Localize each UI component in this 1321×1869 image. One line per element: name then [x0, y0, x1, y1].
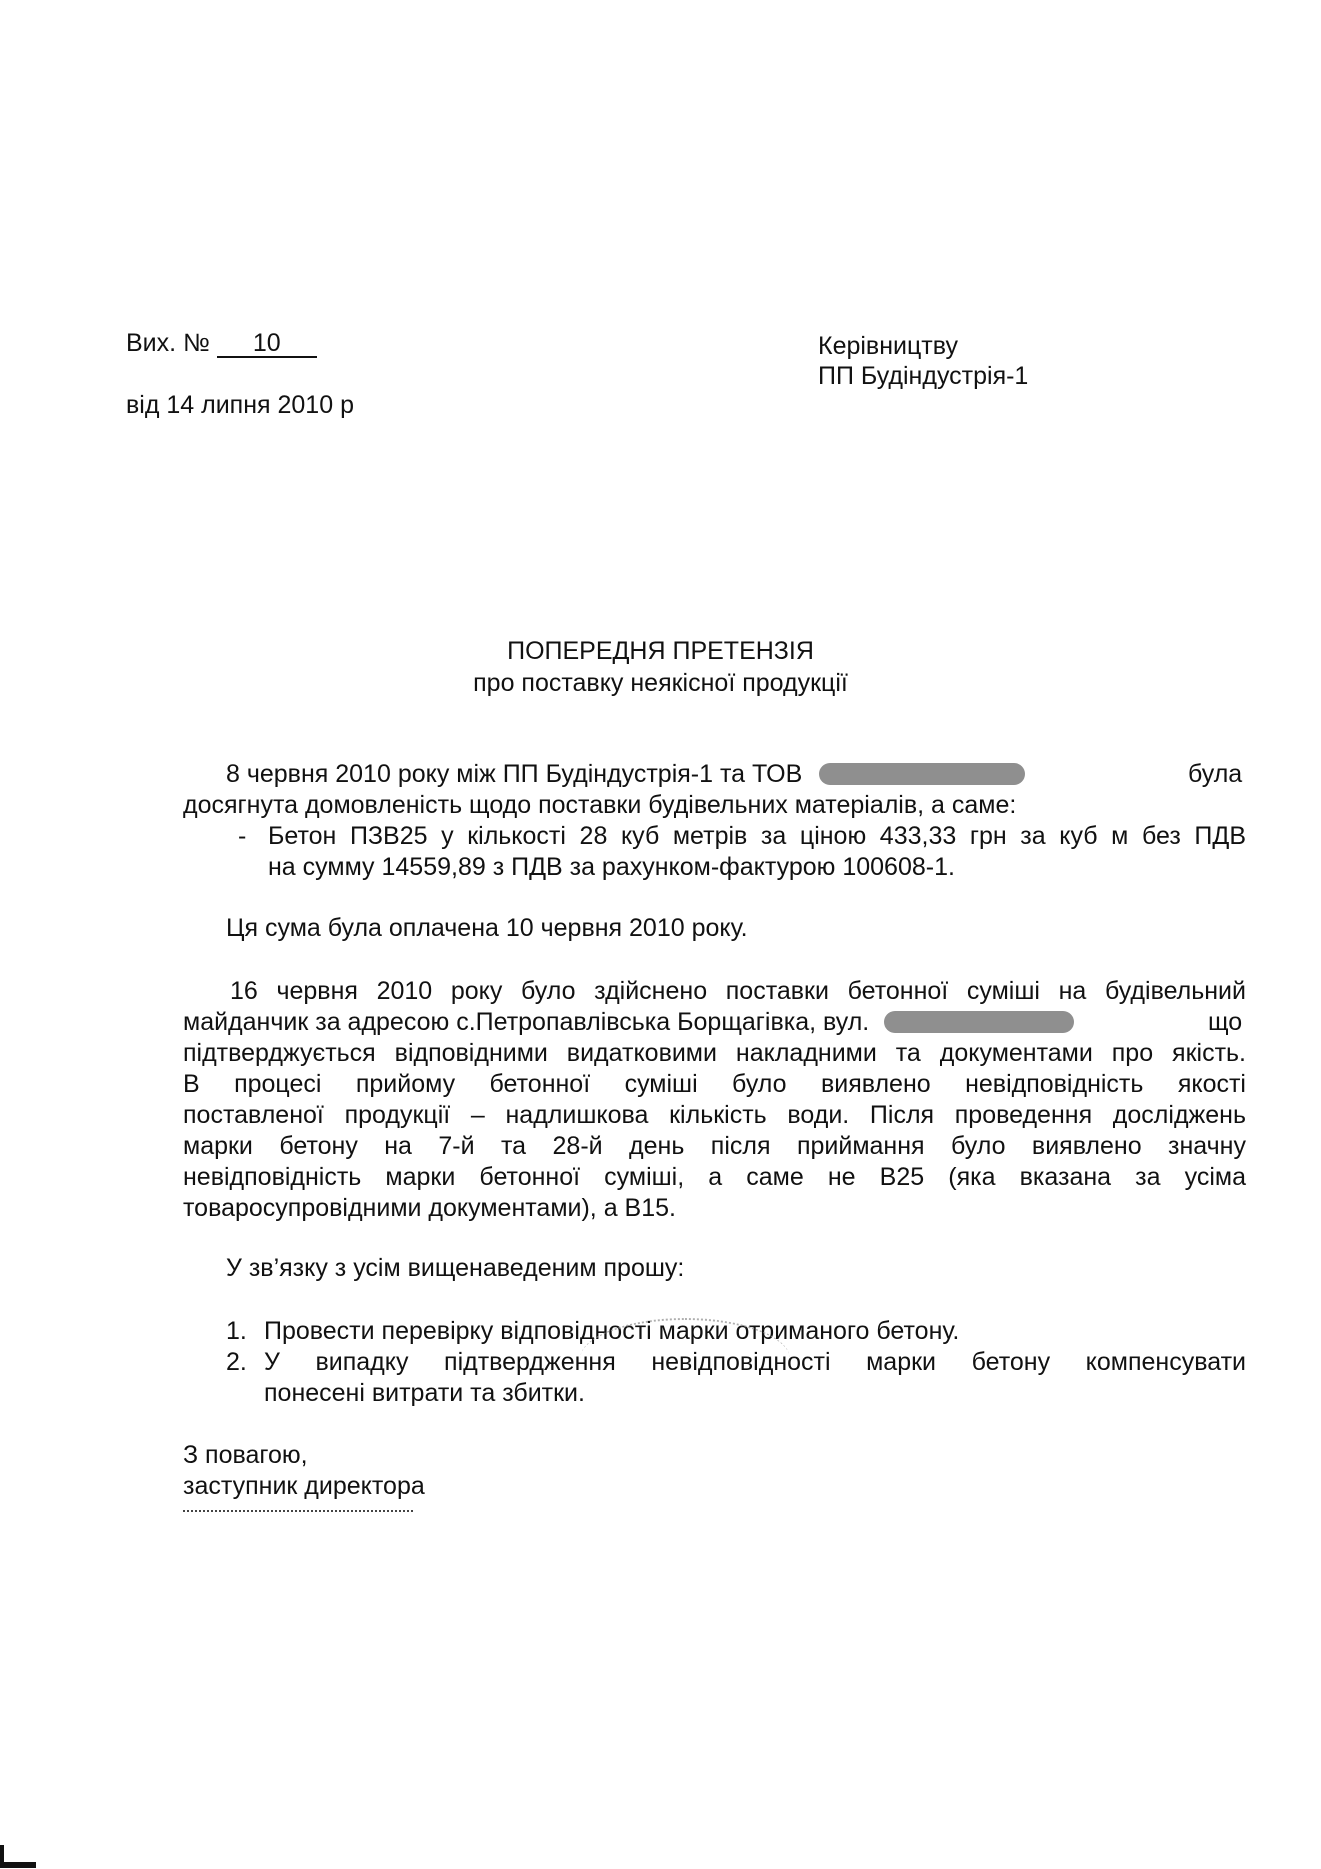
paragraph-3-line-2: майданчик за адресою с.Петропавлівська Борщагівка, вул. [183, 1007, 1074, 1038]
item-1-number: 1. [226, 1317, 247, 1345]
paragraph-2: Ця сума була оплачена 10 червня 2010 року. [226, 914, 748, 942]
bullet-line-2: на сумму 14559,89 з ПДВ за рахунком-фактурою 100608-1. [268, 853, 955, 881]
scan-corner-mark [0, 1862, 36, 1868]
paragraph-3-line-4: В процесі прийому бетонної суміші було виявлено невідповідність якості [183, 1070, 1246, 1098]
paragraph-1-line-1: 8 червня 2010 року між ПП Будіндустрія-1 та ТОВ [226, 759, 1025, 790]
document-title: ПОПЕРЕДНЯ ПРЕТЕНЗІЯ [507, 637, 814, 665]
paragraph-3-line-5: поставленої продукції – надлишкова кількість води. Після проведення досліджень [183, 1101, 1246, 1129]
paragraph-3-line-2-end: що [1208, 1008, 1243, 1036]
item-1-text: Провести перевірку відповідності марки отриманого бетону. [264, 1317, 960, 1345]
bullet-dash: - [238, 822, 247, 850]
paragraph-1-line-1-end: була [1188, 760, 1243, 788]
cropped-text-remnant [183, 1510, 413, 1516]
signatory-title: заступник директора [183, 1472, 425, 1500]
letter-date: від 14 липня 2010 р [126, 391, 354, 419]
redaction-company-name [819, 763, 1025, 785]
paragraph-3-line-1: 16 червня 2010 року було здійснено поставки бетонної суміші на будівельний [230, 977, 1246, 1005]
closing-line: З повагою, [183, 1441, 308, 1469]
outgoing-label: Вих. № [126, 329, 210, 357]
paragraph-3-line-3: підтверджується відповідними видатковими накладними та документами про якість. [183, 1039, 1246, 1067]
item-2-line-2: понесені витрати та збитки. [264, 1379, 585, 1407]
stamp-impression [580, 1318, 790, 1400]
scan-corner-mark-vertical [0, 1845, 4, 1867]
item-2-number: 2. [226, 1348, 247, 1376]
addressee-line-1: Керівництву [818, 332, 958, 360]
addressee-line-2: ПП Будіндустрія-1 [818, 362, 1029, 390]
item-2-line-1: У випадку підтвердження невідповідності марки бетону компенсувати [264, 1348, 1246, 1376]
redaction-street-address [884, 1011, 1074, 1033]
paragraph-4: У зв’язку з усім вищенаведеним прошу: [226, 1254, 685, 1282]
outgoing-number: 10 [252, 329, 281, 357]
paragraph-3-line-8: товаросупровідними документами), а В15. [183, 1194, 676, 1222]
paragraph-3-line-7: невідповідність марки бетонної суміші, а саме не В25 (яка вказана за усіма [183, 1163, 1246, 1191]
paragraph-1-line-2: досягнута домовленість щодо поставки будівельних матеріалів, а саме: [183, 791, 1017, 819]
paragraph-3-line-6: марки бетону на 7-й та 28-й день після приймання було виявлено значну [183, 1132, 1246, 1160]
document-subtitle: про поставку неякісної продукції [473, 669, 848, 697]
bullet-line-1: Бетон ПЗВ25 у кількості 28 куб метрів за ціною 433,33 грн за куб м без ПДВ [268, 822, 1246, 850]
outgoing-number-line [126, 328, 317, 359]
